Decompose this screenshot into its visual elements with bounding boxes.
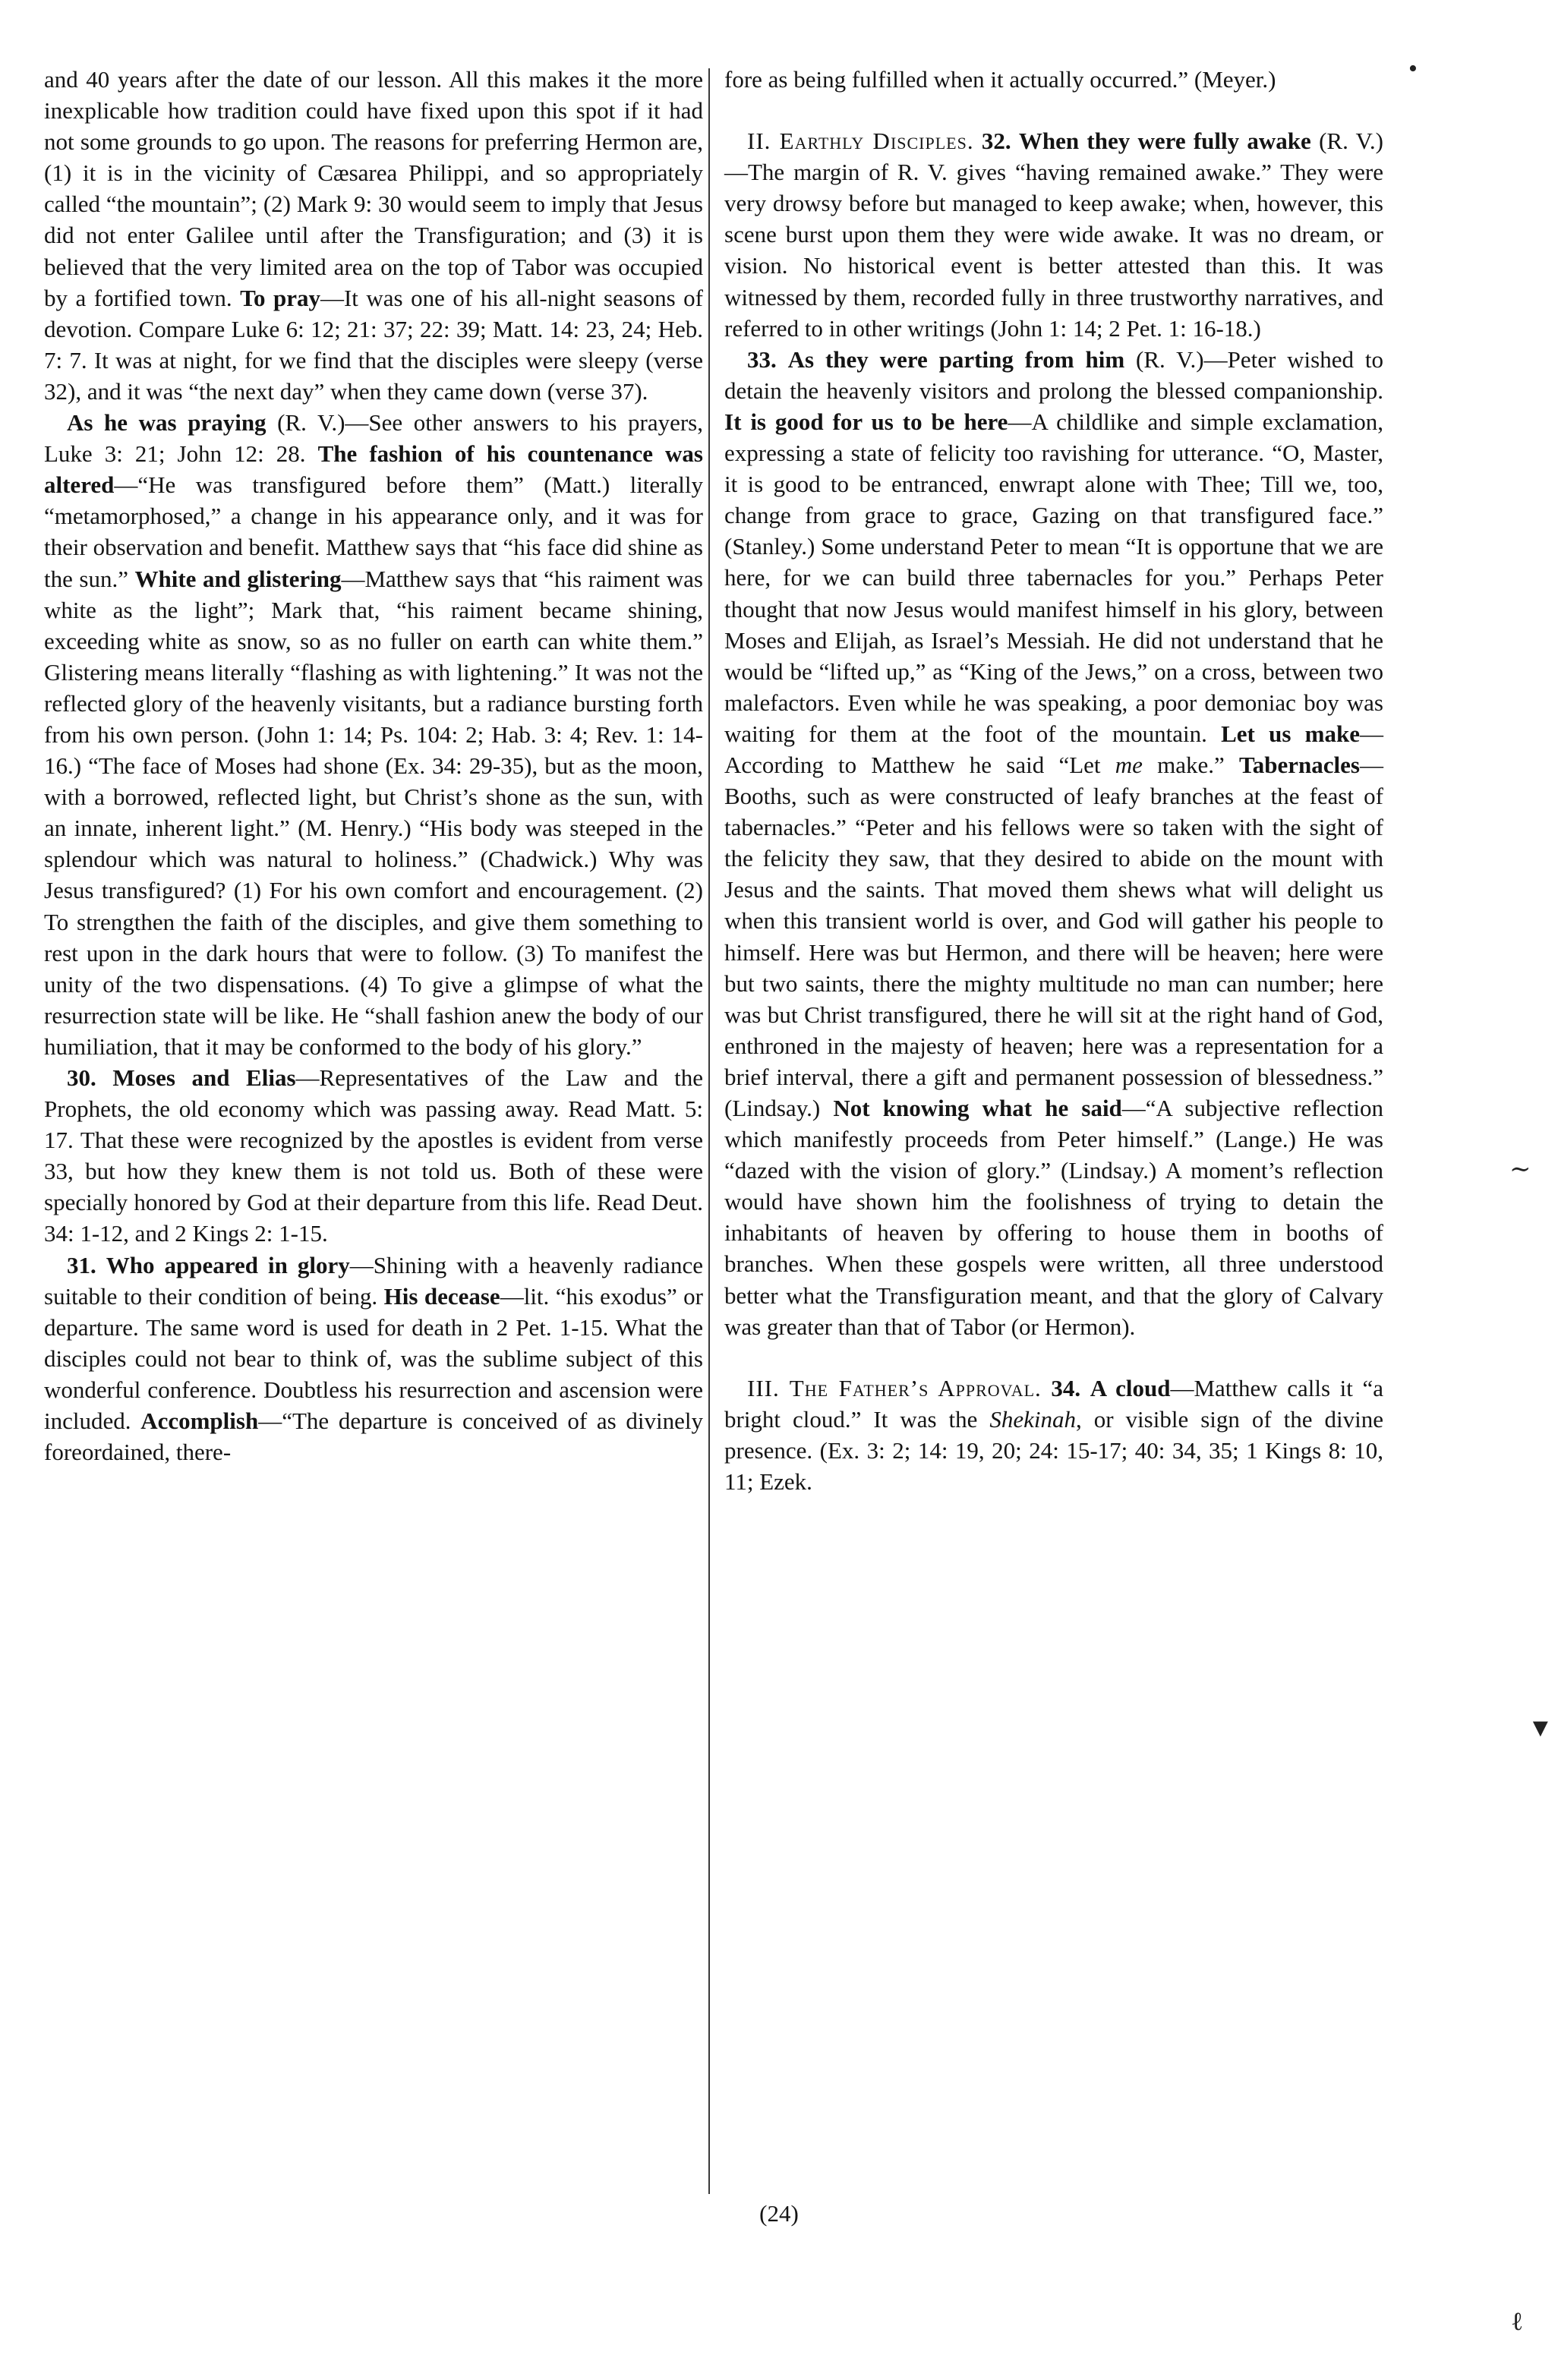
heading-fully-awake: When they were fully awake — [1018, 128, 1311, 155]
right-column — [724, 64, 1383, 1497]
heading-let-us-make: Let us make — [1221, 720, 1360, 747]
paragraph-continuation: fore as being fulfilled when it actually occurred.” (Meyer.) — [724, 66, 1276, 93]
section-heading-fathers-approval: III. The Father’s Approval. — [747, 1374, 1042, 1401]
paragraph-verse-32: II. Earthly Disciples. 32. When they were fully awake (R. V.)—The margin of R. V. gives “having remained awake.” They were very drowsy before but managed to keep awake; when, however, this scene burst upon them they were wide awake. It was no dream, or vision. No historical event is better attested than this. It was witnessed by them, recorded fully in three trustworthy narratives, and referred to in other writings (John 1: 14; 2 Pet. 1: 16-18.) — [724, 128, 1383, 342]
paragraph-verse-33: 33. As they were parting from him (R. V.)—Peter wished to detain the heavenly visitors and prolong the blessed companionship. It is good for us to be here—A childlike and simple exclamation, expressing a state of felicity too ravishing for utterance. “O, Master, it is good to be entranced, enwrapt alone with Thee; Till we, too, change from grace to grace, Gazing on that transfigured face.” (Stanley.) Some understand Peter to mean “It is opportune that we are here, for we can build three tabernacles for you.” Perhaps Peter thought that now Jesus would manifest himself in his glory, between Moses and Elijah, as Israel’s Messiah. He did not understand that he would be “lifted up,” as “King of the Jews,” on a cross, between two malefactors. Even while he was speaking, a poor demoniac boy was waiting for them at the foot of the mountain. Let us make—According to Matthew he said “Let me make.” Tabernacles—Booths, such as were constructed of leafy branches at the feast of tabernacles.” “Peter and his fellows were so taken with the sight of the felicity they saw, that they desired to abide on the mount with Jesus and the saints. That moved them shews what will delight us when this transient world is over, and God will gather his people to himself. Here was but Hermon, and there will be heaven; here were but two saints, there the mighty multitude no man can number; here was but Christ transfigured, there he will sit at the right hand of God, enthroned in the majesty of heaven; here was a representation for a brief interval, there a gift and permanent possession of blessedness.” (Lindsay.) Not knowing what he said—“A subjective reflection which manifestly proceeds from Peter himself.” (Lange.) He was “dazed with the vision of glory.” (Lindsay.) A moment’s reflection would have shown him the foolishness of trying to detain the inhabitants of heaven by offering to house them in booths of branches. When these gospels were written, all three understood better what the Transfiguration meant, and that the glory of Calvary was greater than that of Tabor (or Hermon). — [724, 345, 1383, 1340]
page-number: (24) — [759, 2200, 799, 2227]
heading-his-decease: His decease — [383, 1282, 500, 1310]
paragraph-verse-34: III. The Father’s Approval. 34. A cloud—Matthew calls it “a bright cloud.” It was the Shekinah, or visible sign of the divine presence. (Ex. 3: 2; 14: 19, 20; 24: 15-17; 40: 34, 35; 1 Kings 8: 10, 11; Ezek. — [724, 1374, 1384, 1496]
italic-me: me — [1115, 751, 1143, 778]
heading-tabernacles: Tabernacles — [1238, 751, 1360, 778]
heading-white-and-glistering: White and glistering — [134, 565, 342, 592]
paragraph-as-he-was-praying: As he was praying (R. V.)—See other answers to his prayers, Luke 3: 21; John 12: 28. The fashion of his countenance was altered—“He was transfigured before them” (Matt.) literally “metamorphosed,” a change in his appearance only, and it was for their observation and benefit. Matthew says that “his face did shine as the sun.” White and glistering—Matthew says that “his raiment was white as the light”; Mark that, “his raiment became shining, exceeding white as snow, so as no fuller on earth can white them.” Glistering means literally “flashing as with lightening.” It was not the reflected glory of the heavenly visitants, but a radiance bursting forth from his own person. (John 1: 14; Ps. 104: 2; Hab. 3: 4; Rev. 1: 14-16.) “The face of Moses had shone (Ex. 34: 29-35), but as the moon, with a borrowed, reflected light, but Christ’s shone as the sun, with an innate, inherent light.” (M. Henry.) “His body was steeped in the splendour which was natural to holiness.” (Chadwick.) Why was Jesus transfigured? (1) For his own comfort and encouragement. (2) To strengthen the faith of the disciples, and give them something to rest upon in the dark hours that were to follow. (3) To manifest the unity of the two dispensations. (4) To give a glimpse of what the resurrection state will be like. He “shall fashion anew the body of our humiliation, that it may be conformed to the body of his glory.” — [44, 409, 703, 1060]
paragraph-verse-31: 31. Who appeared in glory—Shining with a heavenly radiance suitable to their condition of being. His decease—lit. “his exodus” or departure. The same word is used for death in 2 Pet. 1-15. What the disciples could not bear to think of, was the sublime subject of this wonderful conference. Doubtless his resurrection and ascension were included. Accomplish—“The departure is conceived of as divinely foreordained, there- — [44, 1251, 704, 1466]
section-gap — [724, 95, 1383, 125]
paragraph-tradition: and 40 years after the date of our lesson. All this makes it the more inexplicable how tradition could have fixed upon this spot if it had not some grounds to go upon. The reasons for preferring Hermon are, (1) it is in the vicinity of Cæsarea Philippi, and so appropriately called “the mountain”; (2) Mark 9: 30 would seem to imply that Jesus did not enter Galilee until after the Transfiguration; and (3) it is believed that the very limited area on the top of Tabor was occupied by a fortified town. To pray—It was one of his all-night seasons of devotion. Compare Luke 6: 12; 21: 37; 22: 39; Matt. 14: 23, 24; Heb. 7: 7. It was at night, for we find that the disciples were sleepy (verse 32), and it was “the next day” when they came down (verse 37). — [44, 66, 703, 405]
italic-shekinah: Shekinah — [989, 1405, 1077, 1433]
heading-who-appeared-in-glory: Who appeared in glory — [106, 1251, 350, 1278]
heading-as-he-was-praying: As he was praying — [67, 409, 266, 437]
heading-to-pray: To pray — [240, 284, 320, 311]
heading-not-knowing: Not knowing what he said — [833, 1095, 1122, 1121]
heading-accomplish: Accomplish — [140, 1408, 259, 1435]
margin-arrow-icon: ▼ — [1528, 1714, 1553, 1742]
verse-number-32: 32. — [981, 128, 1011, 155]
bullet-mark-icon: • — [1408, 55, 1418, 83]
heading-good-to-be-here: It is good for us to be here — [724, 408, 1008, 435]
verse-number-34: 34. — [1051, 1374, 1081, 1401]
section-gap-2 — [724, 1342, 1383, 1373]
verse-number-31: 31. — [67, 1251, 96, 1278]
corner-flourish-icon: ℓ — [1511, 2308, 1524, 2336]
verse-number-33: 33. — [747, 345, 777, 373]
heading-parting-from-him: As they were parting from him — [787, 345, 1125, 373]
heading-a-cloud: A cloud — [1090, 1374, 1171, 1401]
column-divider — [708, 68, 710, 2194]
heading-fashion-of-countenance: The fashion of his countenance was altered — [44, 440, 703, 499]
verse-number-30: 30. — [67, 1064, 96, 1091]
left-column — [44, 64, 703, 1467]
margin-flourish-icon: ∼ — [1509, 1155, 1531, 1184]
section-heading-earthly-disciples: II. Earthly Disciples. — [747, 128, 974, 155]
heading-moses-and-elias: Moses and Elias — [112, 1064, 296, 1091]
paragraph-verse-30: 30. Moses and Elias—Representatives of the Law and the Prophets, the old economy which was passing away. Read Matt. 5: 17. That these were recognized by the apostles is evident from verse 33, but how they knew them is not told us. Both of these were specially honored by God at their departure from this life. Read Deut. 34: 1-12, and 2 Kings 2: 1-15. — [44, 1064, 703, 1247]
